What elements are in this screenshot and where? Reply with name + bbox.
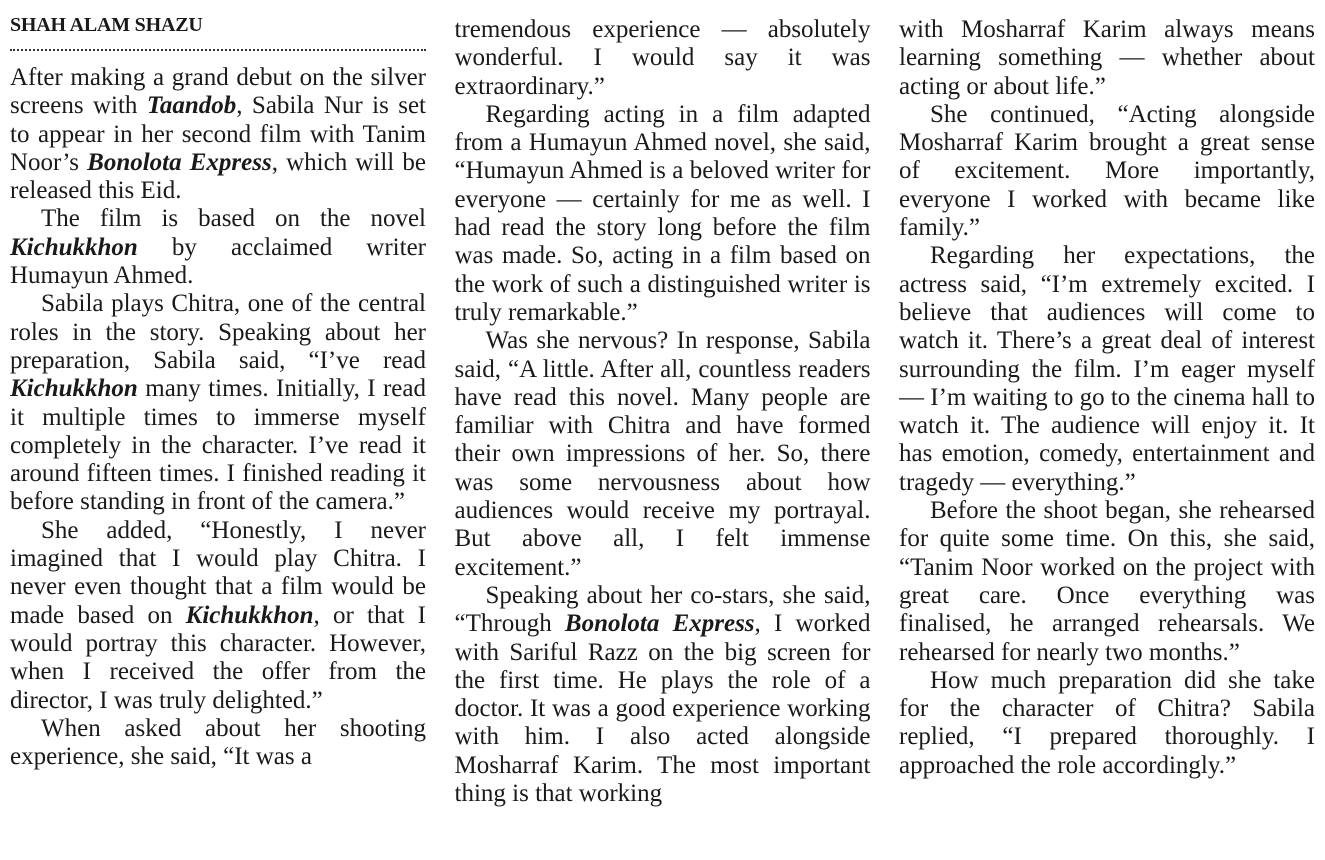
work-title: Bonolota Express — [564, 610, 755, 638]
column-paragraphs — [455, 16, 871, 808]
article-column-2 — [455, 0, 871, 860]
article-column-1 — [10, 0, 426, 860]
paragraph-text: Regarding acting in a film adapted from a Humayun Ahmed novel, she said, “Humayun Ahmed is a beloved writer for everyone — certainly for me as well. I had read the story long before the film was made. So, acting in a film based on the work of such a distinguished writer is truly remarkable.” — [454, 100, 871, 326]
paragraph-text: , which will be released this Eid. — [10, 148, 426, 205]
article-paragraph — [10, 517, 426, 715]
article-paragraph — [455, 582, 871, 808]
article-paragraph — [899, 667, 1315, 780]
article-paragraph — [899, 16, 1315, 101]
article-paragraph — [10, 290, 426, 516]
paragraph-text: , I worked with Sariful Razz on the big screen for the first time. He plays the role of a doctor. It was a good experience working with him. I also acted alongside Mosharraf Karim. The most important thing is that working — [454, 610, 871, 808]
paragraph-text: many times. Initially, I read it multiple times to immerse myself completely in the character. I’ve read it around fifteen times. I finished reading it before standing in front of the camera.” — [10, 375, 426, 516]
paragraph-text: , Sabila Nur is set to appear in her second film with Tanim Noor’s — [10, 92, 426, 176]
paragraph-text: Regarding her expectations, the actress said, “I’m extremely excited. I believe that audiences will come to watch it. There’s a great deal of interest surrounding the film. I’m eager myself — I’m waiting to go to the cinema hall to watch it. The audience will enjoy it. It has emotion, comedy, entertainment and tragedy — everything.” — [899, 242, 1315, 496]
article-paragraph — [455, 101, 871, 327]
paragraph-text: How much preparation did she take for the character of Chitra? Sabila replied, “I prepared thoroughly. I approached the role accordingly.” — [899, 666, 1315, 779]
work-title: Kichukkhon — [185, 601, 314, 629]
work-title: Kichukkhon — [10, 375, 138, 403]
article-column-3 — [899, 0, 1315, 860]
article-paragraph — [899, 242, 1315, 497]
paragraph-text: She continued, “Acting alongside Mosharraf Karim brought a great sense of excitement. More importantly, everyone I worked with became like family.” — [899, 100, 1315, 242]
paragraph-text: She added, “Honestly, I never imagined that I would play Chitra. I never even thought that a film would be made based on — [10, 516, 426, 629]
paragraph-text: Was she nervous? In response, Sabila said, “A little. After all, countless readers have read this novel. Many people are familiar with Chitra and have formed their own impressions of her. So, there was some nervousness about how audiences would receive my portrayal. But above all, I felt immense excitement.” — [454, 327, 871, 581]
paragraph-text: tremendous experience — absolutely wonderful. I would say it was extraordinary.” — [454, 16, 871, 100]
paragraph-text: Sabila plays Chitra, one of the central roles in the story. Speaking about her preparation, Sabila said, “I’ve read — [10, 290, 426, 374]
work-title: Bonolota Express — [87, 148, 272, 176]
column-paragraphs — [10, 64, 426, 771]
author-byline: SHAH ALAM SHAZU — [10, 13, 426, 51]
paragraph-text: Speaking about her co-stars, she said, “Through — [454, 581, 871, 638]
paragraph-text: , or that I would portray this character. However, when I received the offer from the director, I was truly delighted.” — [10, 601, 426, 714]
article-paragraph — [899, 497, 1315, 667]
paragraph-text: When asked about her shooting experience, she said, “It was a — [10, 714, 426, 771]
article-paragraph — [10, 205, 426, 290]
work-title: Kichukkhon — [10, 233, 138, 261]
article-body — [10, 0, 1315, 860]
article-paragraph — [899, 101, 1315, 242]
article-paragraph — [10, 715, 426, 772]
paragraph-text: by acclaimed writer Humayun Ahmed. — [10, 233, 426, 290]
work-title: Taandob — [146, 92, 237, 120]
paragraph-text: After making a grand debut on the silver screens with — [10, 64, 426, 120]
paragraph-text: Before the shoot began, she rehearsed for quite some time. On this, she said, “Tanim Noor worked on the project with great care. Once everything was finalised, he arranged rehearsals. We rehearsed for nearly two months.” — [899, 497, 1315, 666]
paragraph-text: The film is based on the novel — [41, 205, 426, 233]
article-paragraph — [10, 64, 426, 205]
article-paragraph — [455, 16, 871, 101]
article-paragraph — [455, 327, 871, 582]
paragraph-text: with Mosharraf Karim always means learning something — whether about acting or about life.” — [899, 16, 1315, 100]
column-paragraphs — [899, 16, 1315, 780]
